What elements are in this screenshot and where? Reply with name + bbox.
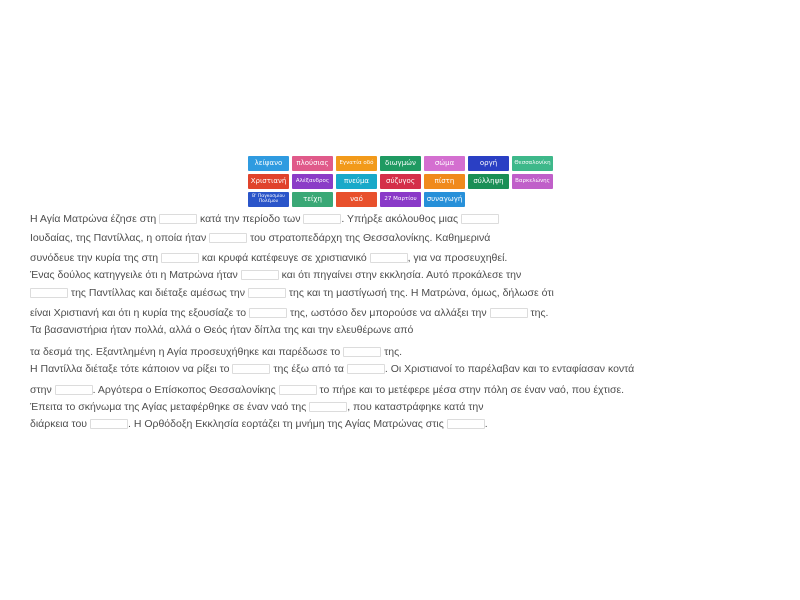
text-line [30,346,402,359]
text-fragment: . Υπήρξε ακόλουθος μιας [341,213,462,225]
text-fragment: . Αργότερα ο Επίσκοπος Θεσσαλονίκης [92,384,279,396]
answer-blank[interactable] [309,402,347,412]
text-fragment: είναι Χριστιανή και ότι η κυρία της εξουσίαζε το [30,307,250,319]
word-tile[interactable]: συναγωγή [424,192,465,207]
text-fragment: Τα βασανιστήρια ήταν πολλά, αλλά ο Θεός ήταν δίπλα της και την ελευθέρωνε από [30,324,414,336]
word-tile[interactable]: σύζυγος [380,174,421,189]
text-line [30,384,624,397]
answer-blank[interactable] [55,385,93,395]
word-tile[interactable]: οργή [468,156,509,171]
text-line [30,213,499,226]
answer-blank[interactable] [303,214,341,224]
text-fragment: Ένας δούλος κατηγγειλε ότι η Ματρώνα ήταν [30,269,241,281]
answer-blank[interactable] [347,364,385,374]
text-fragment: και κρυφά κατέφευγε σε χριστιανικό [198,252,370,264]
text-fragment: και ότι πηγαίνει στην εκκλησία. Αυτό προκάλεσε την [278,269,522,281]
text-line [30,287,554,300]
text-fragment: Η Αγία Ματρώνα έζησε στη [30,213,160,225]
word-tile[interactable]: σύλληψη [468,174,509,189]
answer-blank[interactable] [232,364,270,374]
text-fragment: Έπειτα το σκήνωμα της Αγίας μεταφέρθηκε σε έναν ναό της [30,401,310,413]
text-fragment: διάρκεια του [30,418,90,430]
word-tile[interactable]: Εγνατία οδό [336,156,377,171]
text-fragment: της και τη μαστίγωσή της. Η Ματρώνα, όμως, δήλωσε ότι [285,287,554,299]
word-tile[interactable]: Βαρκελώνης [512,174,553,189]
answer-blank[interactable] [161,253,199,263]
text-line [30,363,634,376]
text-fragment: του στρατοπεδάρχη της Θεσσαλονίκης. Καθημερινά [247,232,491,244]
text-fragment: . [484,418,488,430]
word-tile[interactable]: Β' Παγκοσμίου Πολέμου [248,192,289,207]
answer-blank[interactable] [241,270,279,280]
text-line [30,252,507,265]
text-fragment: κατά την περίοδο των [197,213,304,225]
text-fragment: της Παντίλλας και διέταξε αμέσως την [68,287,248,299]
answer-blank[interactable] [209,233,247,243]
answer-blank[interactable] [279,385,317,395]
text-fragment: Η Παντίλλα διέταξε τότε κάποιον να ρίξει το [30,363,233,375]
answer-blank[interactable] [490,308,528,318]
word-tile[interactable]: λείψανο [248,156,289,171]
text-fragment: της. [381,346,403,358]
text-line [30,269,521,282]
text-line [30,307,548,320]
word-tile[interactable]: σώμα [424,156,465,171]
text-fragment: , που καταστράφηκε κατά την [347,401,484,413]
answer-blank[interactable] [447,419,485,429]
text-line [30,324,413,337]
word-tiles-panel [248,156,554,210]
text-fragment: . Οι Χριστιανοί το παρέλαβαν και το ενταφίασαν κοντά [384,363,635,375]
word-tile[interactable]: πνεύμα [336,174,377,189]
text-fragment: Ιουδαίας, της Παντίλλας, η οποία ήταν [30,232,210,244]
text-fragment: της. [527,307,549,319]
answer-blank[interactable] [461,214,499,224]
word-tile[interactable]: διωγμών [380,156,421,171]
answer-blank[interactable] [30,288,68,298]
word-tile[interactable]: πλούσιας [292,156,333,171]
text-fragment: το πήρε και το μετέφερε μέσα στην πόλη σε έναν ναό, που έχτισε. [316,384,625,396]
text-fragment: . Η Ορθόδοξη Εκκλησία εορτάζει τη μνήμη της Αγίας Ματρώνας στις [127,418,447,430]
answer-blank[interactable] [249,308,287,318]
text-fragment: της έξω από τα [270,363,347,375]
word-tile[interactable]: τείχη [292,192,333,207]
text-fragment: συνόδευε την κυρία της στη [30,252,161,264]
text-fragment: τα δεσμά της. Εξαντλημένη η Αγία προσευχήθηκε και παρέδωσε το [30,346,344,358]
answer-blank[interactable] [248,288,286,298]
text-line [30,418,488,431]
word-tile[interactable]: Χριστιανή [248,174,289,189]
answer-blank[interactable] [370,253,408,263]
text-fragment: στην [30,384,55,396]
text-fragment: , για να προσευχηθεί. [407,252,508,264]
word-tile[interactable]: πίστη [424,174,465,189]
word-tile[interactable]: Θεσσαλονίκη [512,156,553,171]
answer-blank[interactable] [343,347,381,357]
text-line [30,232,490,245]
word-tile[interactable]: 27 Μαρτίου [380,192,421,207]
word-tile[interactable]: Αλέξανδρος [292,174,333,189]
answer-blank[interactable] [159,214,197,224]
text-line [30,401,483,414]
word-tile[interactable]: ναό [336,192,377,207]
text-fragment: της, ωστόσο δεν μπορούσε να αλλάξει την [287,307,490,319]
answer-blank[interactable] [90,419,128,429]
